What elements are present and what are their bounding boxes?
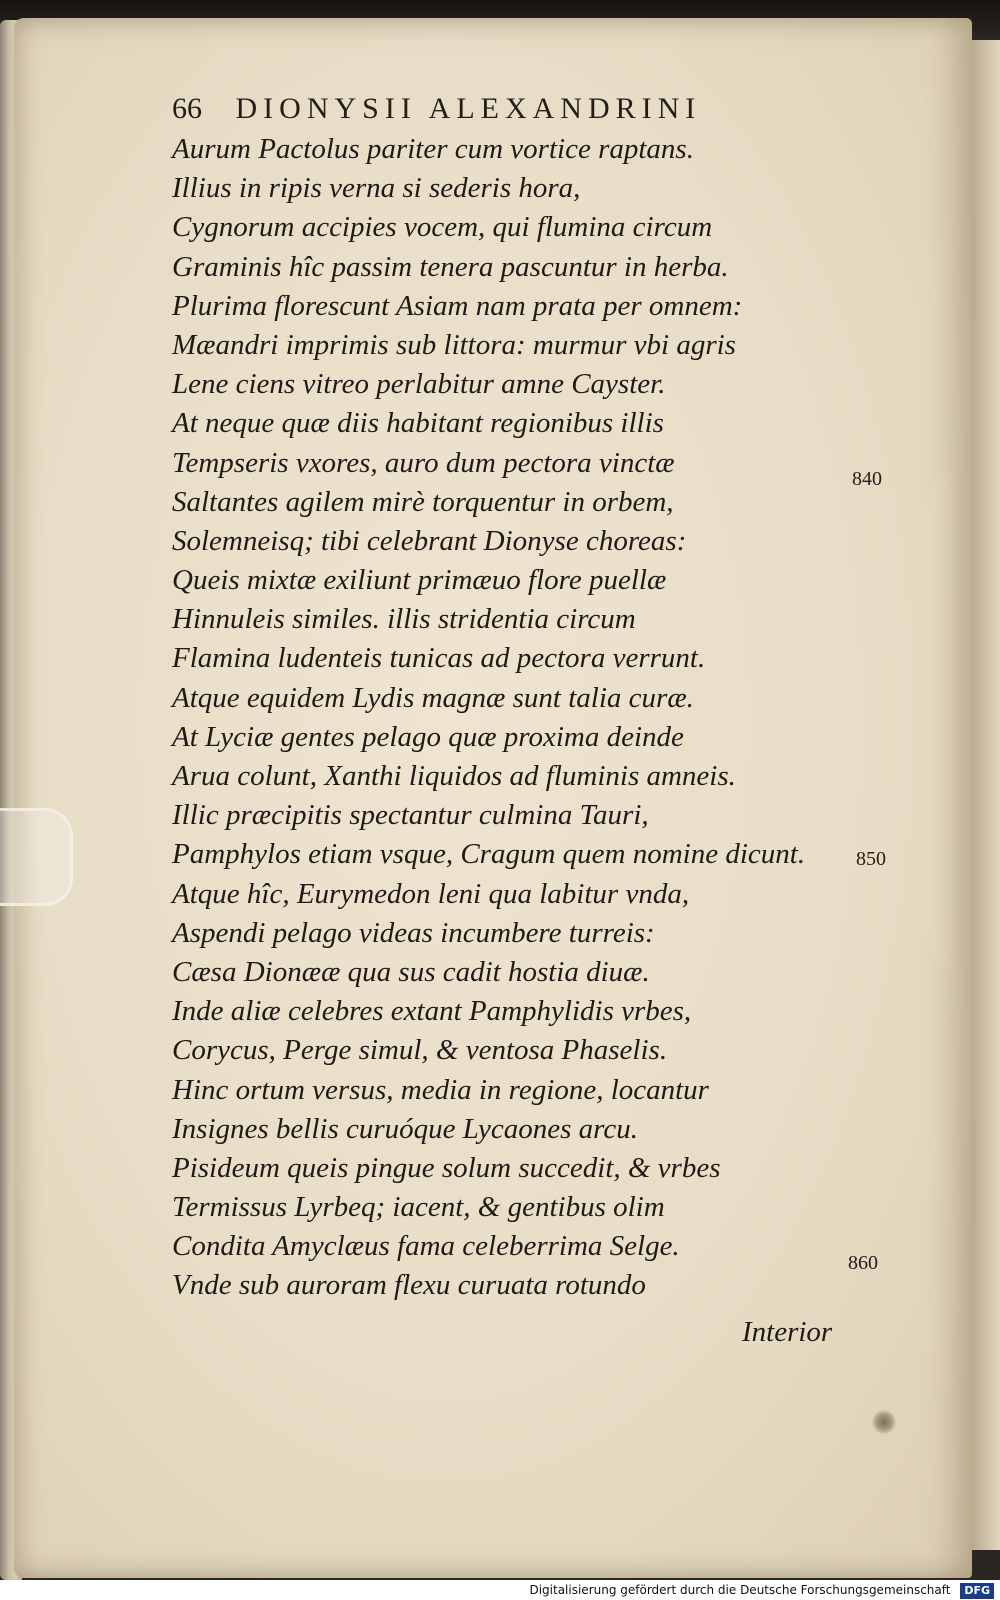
verse-line: Inde aliæ celebres extant Pamphylidis vrbes, — [172, 995, 692, 1028]
verse-line: Plurima florescunt Asiam nam prata per omnem: — [172, 289, 743, 322]
running-title: DIONYSII ALEXANDRINI — [235, 92, 702, 125]
verse-line: Cæsa Dionææ qua sus cadit hostia diuæ. — [172, 955, 650, 988]
footer-credit: Digitalisierung gefördert durch die Deutsche Forschungsgemeinschaft — [529, 1583, 951, 1597]
page-number: 66 — [172, 92, 202, 125]
line-number-840: 840 — [852, 468, 882, 490]
verse-line: Hinc ortum versus, media in regione, locantur — [172, 1073, 709, 1106]
verse-line: Mæandri imprimis sub littora: murmur vbi agris — [172, 328, 736, 361]
verse-line: Hinnuleis similes. illis stridentia circum — [172, 603, 636, 636]
verse-line: Pisideum queis pingue solum succedit, & vrbes — [172, 1151, 721, 1184]
running-head — [172, 92, 872, 132]
verse-line: Atque equidem Lydis magnæ sunt talia curæ. — [172, 681, 694, 714]
verse-line: Graminis hîc passim tenera pascuntur in herba. — [172, 250, 729, 283]
verse-line: Solemneisq; tibi celebrant Dionyse choreas: — [172, 524, 687, 557]
verse-line: Illic præcipitis spectantur culmina Tauri, — [172, 799, 649, 832]
ink-smudge — [872, 1410, 896, 1434]
line-number-850: 850 — [856, 848, 886, 870]
verse-line: Corycus, Perge simul, & ventosa Phaselis. — [172, 1034, 668, 1067]
verse-line: Pamphylos etiam vsque, Cragum quem nomine dicunt. — [172, 838, 806, 871]
verse-line: Flamina ludenteis tunicas ad pectora verrunt. — [172, 642, 706, 675]
digitization-footer — [0, 1580, 1000, 1600]
verse-line: Arua colunt, Xanthi liquidos ad fluminis amneis. — [172, 760, 736, 792]
catchword: Interior — [742, 1316, 833, 1348]
facing-page-edge — [972, 40, 1000, 1550]
verse-line: Condita Amyclæus fama celeberrima Selge. — [172, 1230, 680, 1263]
verse-line: Aspendi pelago videas incumbere turreis: — [172, 916, 655, 949]
verse-line: Vnde sub auroram flexu curuata rotundo — [172, 1269, 646, 1302]
verse-block — [172, 130, 852, 1306]
verse-line: Illius in ripis verna si sederis hora, — [172, 172, 581, 205]
verse-line: Lene ciens vitreo perlabitur amne Cayster. — [172, 368, 666, 401]
verse-line: At Lyciæ gentes pelago quæ proxima deinde — [172, 720, 684, 753]
dfg-logo: DFG — [960, 1583, 994, 1599]
line-number-860: 860 — [848, 1252, 878, 1274]
verse-line: Saltantes agilem mirè torquentur in orbem, — [172, 485, 674, 518]
verse-line: Tempseris vxores, auro dum pectora vinctæ — [172, 446, 675, 479]
verse-line: At neque quæ diis habitant regionibus illis — [172, 407, 664, 440]
verse-line: Insignes bellis curuóque Lycaones arcu. — [172, 1112, 639, 1145]
page-clip — [0, 808, 73, 906]
verse-line: Termissus Lyrbeq; iacent, & gentibus olim — [172, 1191, 665, 1224]
verse-line: Atque hîc, Eurymedon leni qua labitur vnda, — [172, 877, 690, 910]
verse-line: Queis mixtæ exiliunt primæuo flore puellæ — [172, 564, 667, 597]
verse-line: Aurum Pactolus pariter cum vortice raptans. — [172, 133, 694, 165]
verse-line: Cygnorum accipies vocem, qui flumina circum — [172, 211, 713, 244]
